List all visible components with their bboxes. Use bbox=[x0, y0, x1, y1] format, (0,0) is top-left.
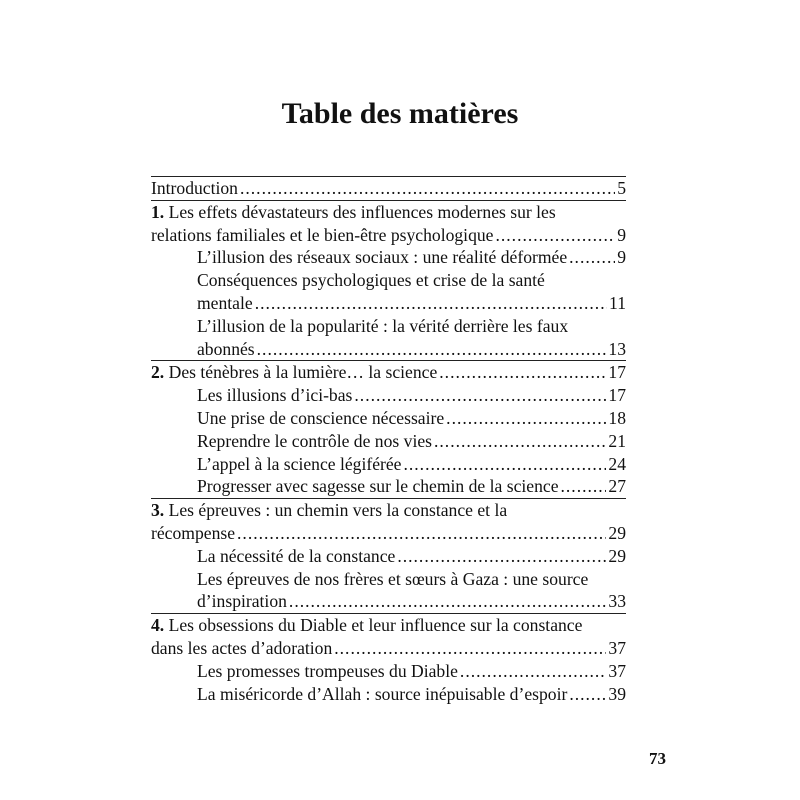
dot-leader bbox=[439, 361, 606, 384]
chapter-number: 3. bbox=[151, 500, 165, 521]
toc-entry-page: 37 bbox=[608, 660, 626, 681]
toc-entry-title: La miséricorde d’Allah : source inépuisable d’espoir bbox=[197, 683, 568, 704]
toc-entry-title: La nécessité de la constance bbox=[197, 545, 396, 566]
toc-chapter-entry[interactable] bbox=[151, 499, 626, 545]
toc-entry-title: Conséquences psychologiques et crise de la santé bbox=[197, 270, 545, 291]
toc-entry-title: Des ténèbres à la lumière… la science bbox=[168, 362, 438, 383]
toc-entry-title-end: d’inspiration bbox=[197, 591, 287, 612]
toc-sub-entry[interactable] bbox=[151, 568, 626, 614]
toc-entry-title: Reprendre le contrôle de nos vies bbox=[197, 430, 432, 451]
dot-leader bbox=[403, 453, 606, 476]
toc-entry-title: L’illusion de la popularité : la vérité derrière les faux bbox=[197, 315, 569, 336]
toc-entry-title: Les illusions d’ici-bas bbox=[197, 385, 353, 406]
dot-leader bbox=[257, 338, 607, 361]
toc-sub-entry[interactable] bbox=[151, 453, 626, 476]
toc-entry-title: L’appel à la science légiférée bbox=[197, 453, 402, 474]
toc-entry-page: 37 bbox=[608, 637, 626, 658]
toc-entry-page: 39 bbox=[608, 683, 626, 704]
dot-leader bbox=[460, 660, 606, 683]
toc-entry-title-end: abonnés bbox=[197, 338, 255, 359]
toc-entry-title: Les épreuves : un chemin vers la constance et la bbox=[168, 500, 508, 521]
toc-entry-page: 17 bbox=[608, 362, 626, 383]
toc-entry-title: Une prise de conscience nécessaire bbox=[197, 407, 445, 428]
toc-entry-page: 29 bbox=[608, 522, 626, 543]
toc-entry-page: 13 bbox=[608, 338, 626, 359]
toc-sub-entry[interactable] bbox=[151, 407, 626, 430]
toc-sub-entry[interactable] bbox=[151, 430, 626, 453]
toc-sub-entry[interactable] bbox=[151, 475, 626, 498]
toc-entry-title: Les épreuves de nos frères et sœurs à Gaza : une source bbox=[197, 568, 589, 589]
toc-entry-title: Progresser avec sagesse sur le chemin de la science bbox=[197, 476, 559, 497]
dot-leader bbox=[289, 590, 606, 613]
dot-leader bbox=[569, 683, 606, 706]
toc-entry-page: 29 bbox=[608, 545, 626, 566]
toc-entry-page: 21 bbox=[608, 430, 626, 451]
dot-leader bbox=[495, 224, 615, 247]
dot-leader bbox=[561, 475, 607, 498]
toc-entry-page: 5 bbox=[617, 178, 626, 198]
toc-entry-page: 27 bbox=[608, 476, 626, 497]
toc-entry-page: 11 bbox=[609, 292, 626, 313]
table-of-contents bbox=[151, 176, 626, 705]
toc-sub-entry[interactable] bbox=[151, 315, 626, 361]
toc-entry-title: L’illusion des réseaux sociaux : une réalité déformée bbox=[197, 247, 568, 268]
toc-section-2 bbox=[151, 361, 626, 499]
toc-sub-entry[interactable] bbox=[151, 545, 626, 568]
toc-section-3 bbox=[151, 499, 626, 614]
toc-sub-entry[interactable] bbox=[151, 660, 626, 683]
dot-leader bbox=[240, 177, 615, 200]
toc-entry-title: Les effets dévastateurs des influences modernes sur les bbox=[168, 201, 556, 222]
toc-entry-title-end: dans les actes d’adoration bbox=[151, 637, 333, 658]
toc-chapter-entry[interactable] bbox=[151, 361, 626, 384]
toc-entry-page: 18 bbox=[608, 407, 626, 428]
toc-sub-entry[interactable] bbox=[151, 683, 626, 706]
toc-entry-title-end: récompense bbox=[151, 522, 236, 543]
toc-entry[interactable] bbox=[151, 177, 626, 200]
toc-entry-title-end: relations familiales et le bien-être psychologique bbox=[151, 224, 494, 245]
toc-entry-page: 24 bbox=[608, 453, 626, 474]
dot-leader bbox=[434, 430, 606, 453]
toc-entry-title: Les obsessions du Diable et leur influence sur la constance bbox=[168, 615, 583, 636]
dot-leader bbox=[354, 384, 606, 407]
page-title: Table des matières bbox=[281, 97, 519, 130]
toc-entry-page: 9 bbox=[617, 224, 626, 245]
toc-section-1 bbox=[151, 201, 626, 362]
toc-entry-page: 9 bbox=[617, 247, 626, 268]
dot-leader bbox=[446, 407, 606, 430]
toc-introduction bbox=[151, 176, 626, 201]
toc-sub-entry[interactable] bbox=[151, 269, 626, 315]
toc-entry-title: Les promesses trompeuses du Diable bbox=[197, 660, 458, 681]
toc-sub-entry[interactable] bbox=[151, 384, 626, 407]
toc-entry-title-end: mentale bbox=[197, 292, 253, 313]
toc-entry-page: 33 bbox=[608, 591, 626, 612]
dot-leader bbox=[334, 637, 606, 660]
toc-chapter-entry[interactable] bbox=[151, 614, 626, 660]
dot-leader bbox=[237, 522, 606, 545]
dot-leader bbox=[397, 545, 606, 568]
toc-sub-entry[interactable] bbox=[151, 246, 626, 269]
page-number: 73 bbox=[649, 749, 666, 768]
toc-chapter-entry[interactable] bbox=[151, 201, 626, 247]
toc-entry-title: Introduction bbox=[151, 178, 238, 198]
chapter-number: 1. bbox=[151, 201, 165, 222]
dot-leader bbox=[255, 292, 607, 315]
chapter-number: 4. bbox=[151, 615, 165, 636]
chapter-number: 2. bbox=[151, 362, 165, 383]
toc-entry-page: 17 bbox=[608, 385, 626, 406]
toc-section-4 bbox=[151, 614, 626, 705]
dot-leader bbox=[569, 246, 615, 269]
